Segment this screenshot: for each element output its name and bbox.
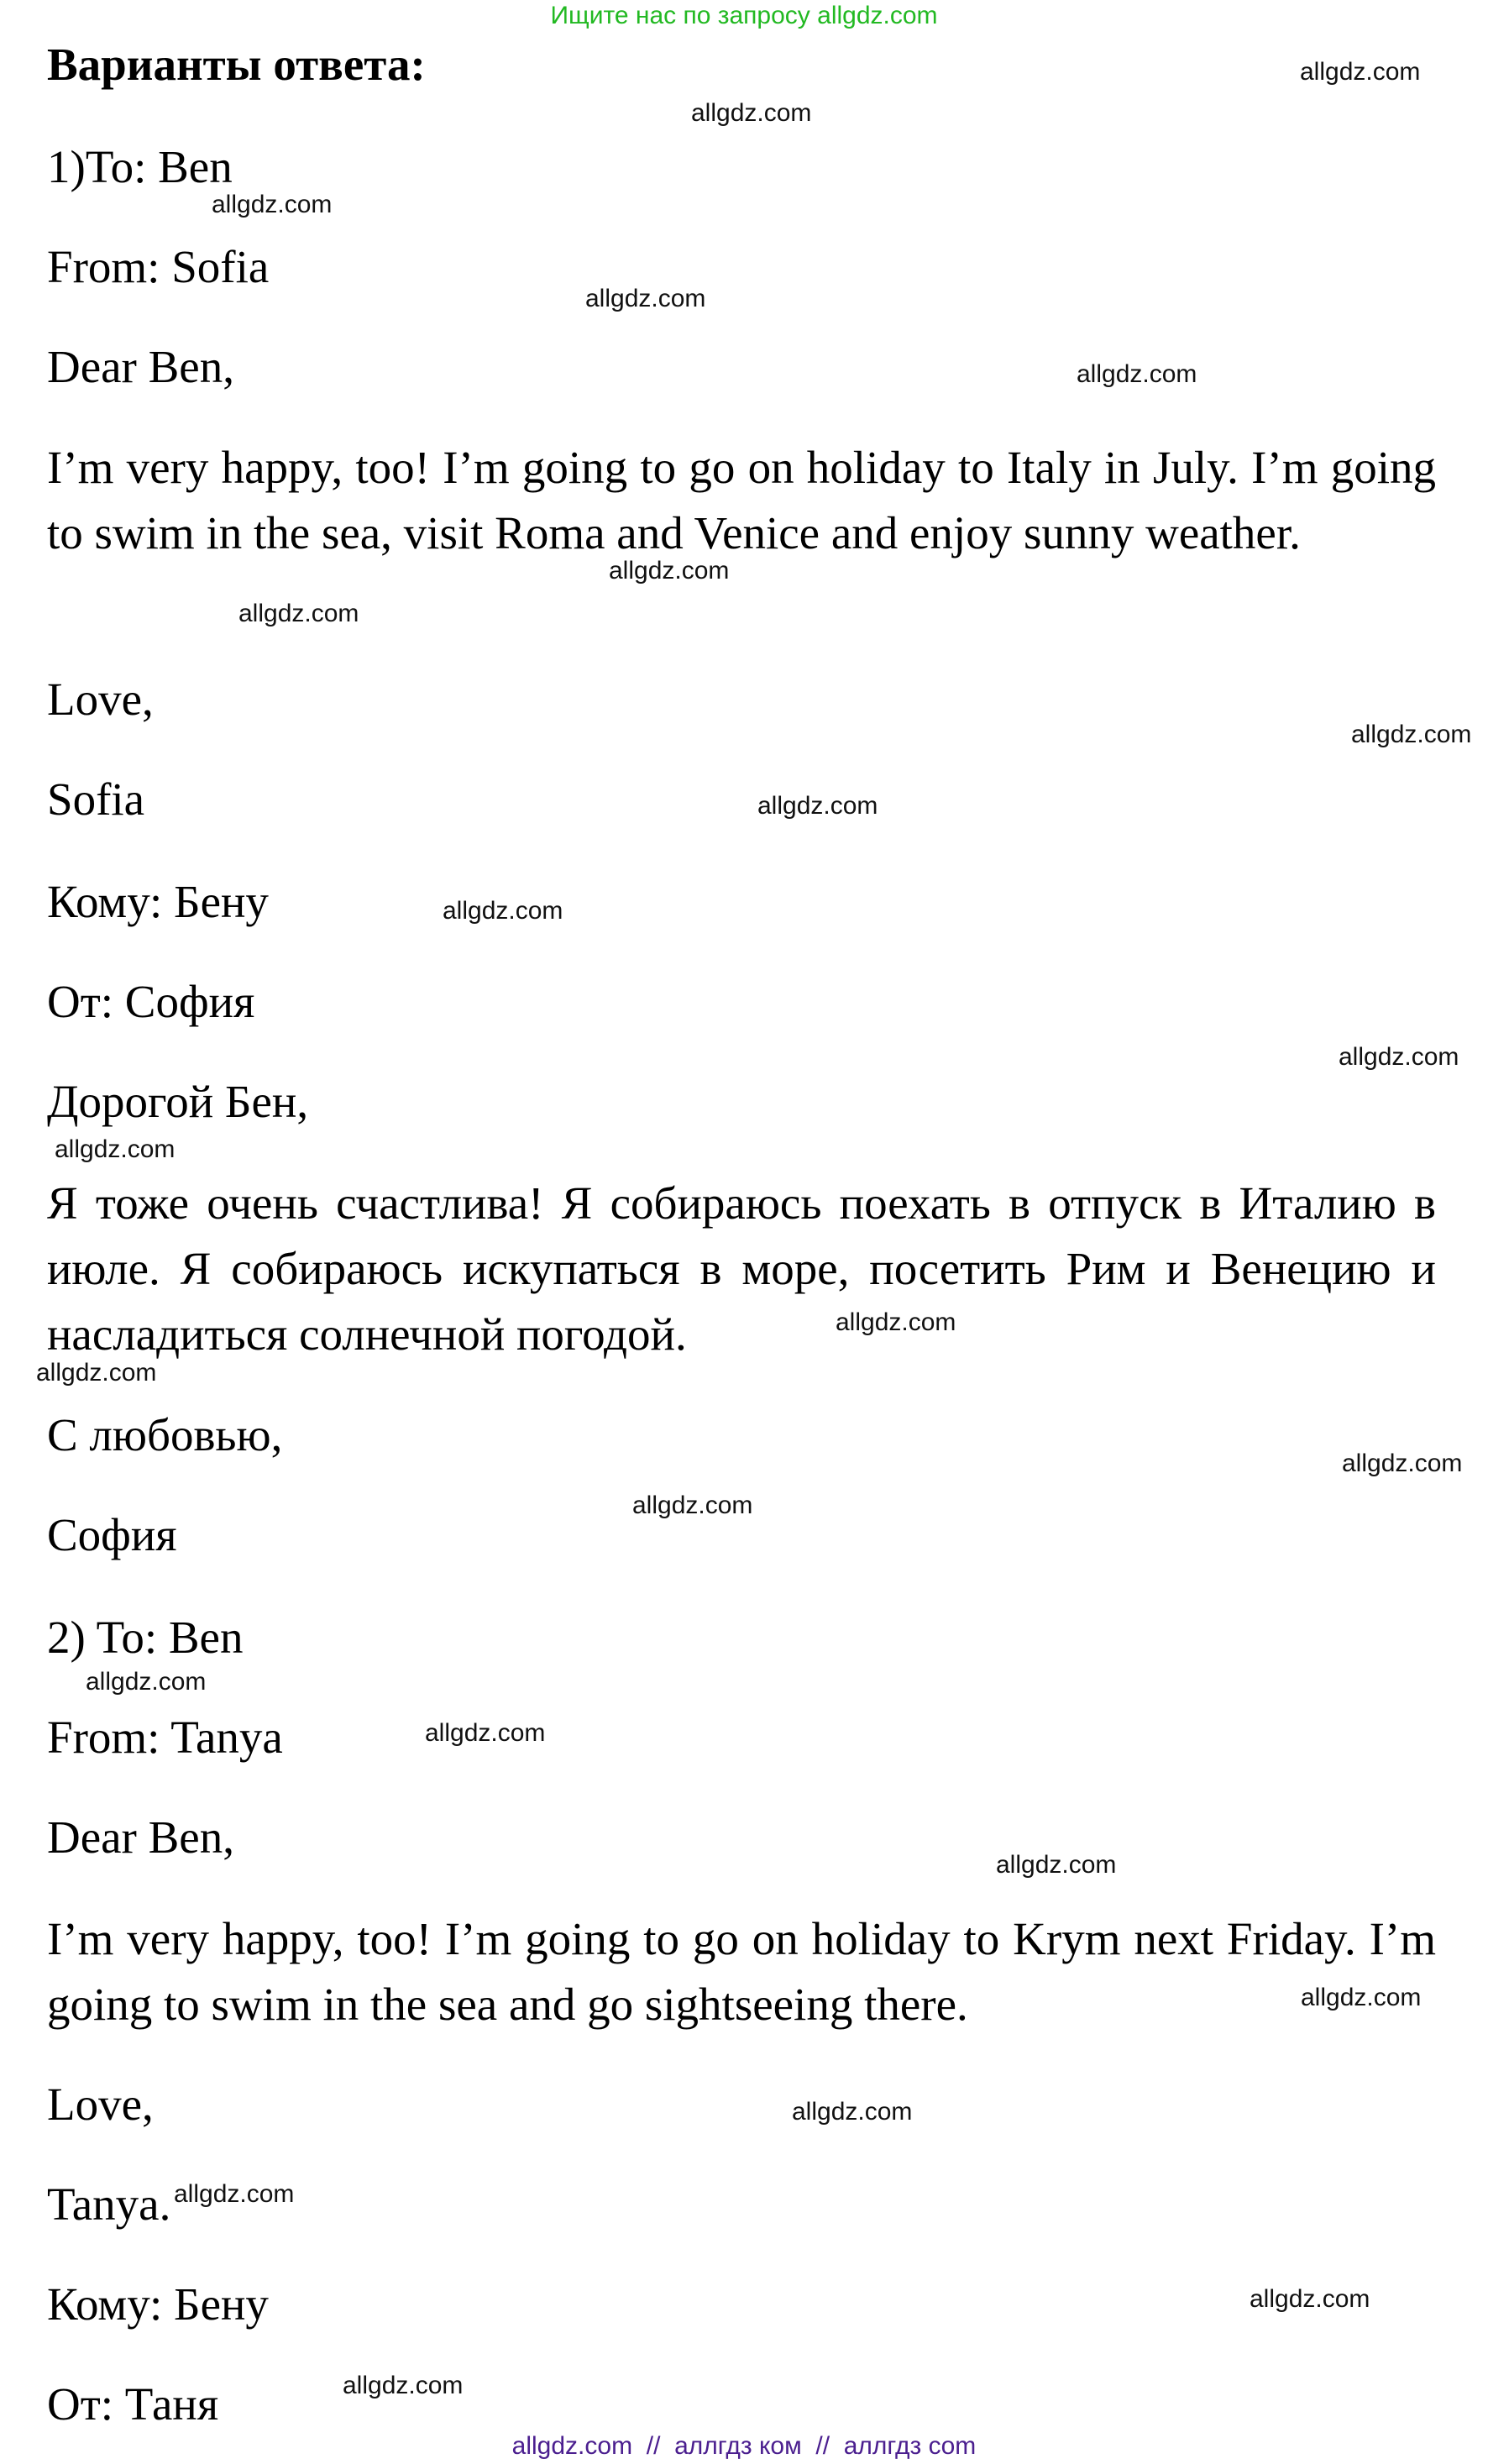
answer1-ru-signature: София [47, 1509, 177, 1560]
watermark: allgdz.com [1339, 1043, 1459, 1071]
top-banner: Ищите нас по запросу allgdz.com [550, 2, 938, 29]
answer1-ru-body: Я тоже очень счастлива! Я собираюсь поехать в отпуск в Италию в июле. Я собираюсь искупаться в море, посетить Рим и Венецию и насладиться солнечной погодой. [47, 1177, 1436, 1360]
watermark: allgdz.com [609, 557, 730, 585]
answer1-ru-from: От: София [47, 976, 255, 1027]
watermark: allgdz.com [1342, 1450, 1463, 1477]
watermark: allgdz.com [212, 191, 333, 218]
page-heading: Варианты ответа: [47, 39, 426, 90]
answer2-signature: Tanya. [47, 2178, 171, 2230]
watermark: allgdz.com [36, 1359, 157, 1387]
watermark: allgdz.com [792, 2098, 913, 2126]
watermark: allgdz.com [585, 285, 706, 312]
watermark: allgdz.com [425, 1719, 546, 1747]
answer1-greeting: Dear Ben, [47, 341, 234, 392]
watermark: allgdz.com [691, 99, 812, 127]
watermark: allgdz.com [757, 792, 878, 820]
watermark: allgdz.com [1250, 2285, 1370, 2313]
watermark: allgdz.com [174, 2180, 295, 2208]
answer2-body: I’m very happy, too! I’m going to go on holiday to Krym next Friday. I’m going to swim in the sea and go sightseeing there. [47, 1913, 1436, 2030]
watermark: allgdz.com [443, 897, 563, 925]
answer1-ru-closing: С любовью, [47, 1409, 283, 1460]
answer2-closing: Love, [47, 2079, 154, 2130]
watermark: allgdz.com [836, 1308, 956, 1336]
watermark: allgdz.com [632, 1492, 753, 1519]
answer1-ru-greeting: Дорогой Бен, [47, 1076, 309, 1127]
answer2-ru-from: От: Таня [47, 2378, 219, 2430]
answer2-greeting: Dear Ben, [47, 1811, 234, 1863]
watermark: allgdz.com [1301, 1984, 1422, 2011]
watermark: allgdz.com [1300, 58, 1421, 86]
answer1-to: 1)To: Ben [47, 141, 233, 192]
answer2-ru-to: Кому: Бену [47, 2278, 269, 2330]
answer1-ru-to: Кому: Бену [47, 876, 269, 927]
watermark: allgdz.com [238, 600, 359, 627]
answer1-from: From: Sofia [47, 241, 270, 292]
watermark: allgdz.com [996, 1851, 1117, 1879]
answer1-body: I’m very happy, too! I’m going to go on holiday to Italy in July. I’m going to swim in the sea, visit Roma and Venice and enjoy sunny weather. [47, 442, 1436, 558]
answer1-signature: Sofia [47, 773, 145, 825]
watermark: allgdz.com [1077, 360, 1197, 388]
watermark: allgdz.com [1351, 721, 1472, 748]
answer2-from: From: Tanya [47, 1712, 283, 1763]
answer1-closing: Love, [47, 674, 154, 725]
footer-links: allgdz.com // аллгдз ком // аллгдз com [511, 2432, 977, 2460]
watermark: allgdz.com [86, 1668, 207, 1696]
watermark: allgdz.com [343, 2372, 464, 2399]
watermark: allgdz.com [55, 1135, 176, 1163]
answer2-to: 2) To: Ben [47, 1612, 244, 1663]
